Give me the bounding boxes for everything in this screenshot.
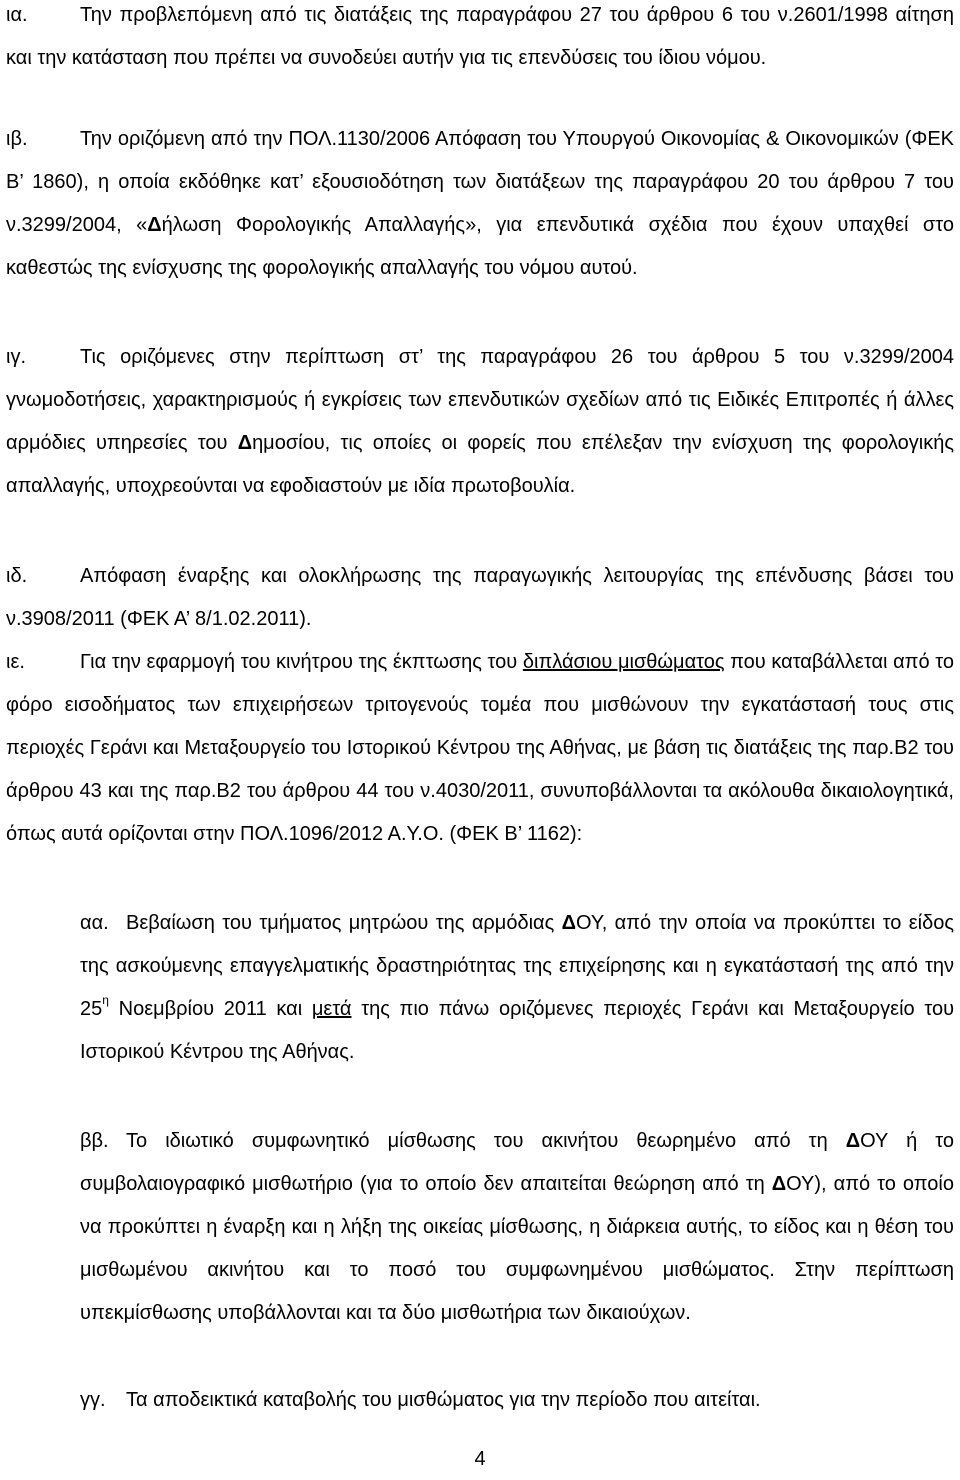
subitem-text-bold: Δ [845, 1130, 861, 1152]
item-text-underline: διπλάσιου μισθώματος [522, 651, 725, 673]
item-text: Για την εφαρμογή του κινήτρου της έκπτωσης του [80, 651, 523, 673]
subitem-label: ββ. [80, 1130, 109, 1152]
item-label: ιβ. [6, 128, 28, 150]
subitem-text: Τα αποδεικτικά καταβολής του μισθώματος για την περίοδο που αιτείται. [126, 1389, 761, 1411]
paragraph-id [6, 555, 954, 641]
item-text: Απόφαση έναρξης και ολοκλήρωσης της παραγωγικής λειτουργίας της επένδυσης βάσει του ν.3908/2011 (ΦΕΚ Α’ 8/1.02.2011). [6, 565, 954, 630]
page-number: 4 [474, 1448, 486, 1470]
subitem-text: ΟΥ), από το οποίο να προκύπτει η έναρξη και η λήξη της οικείας μίσθωσης, η διάρκεια αυτής, το είδος και η θέση του μισθωμένου ακινήτου και το ποσό του συμφωνημένου μισθώματος. Στην περίπτωση υπεκμίσθωσης υποβάλλονται και τα δύο μισθωτήρια των δικαιούχων. [80, 1173, 954, 1324]
item-text: Την προβλεπόμενη από τις διατάξεις της παραγράφου 27 του άρθρου 6 του ν.2601/1998 αίτηση και την κατάσταση που πρέπει να συνοδεύει αυτήν για τις επενδύσεις του ίδιου νόμου. [6, 4, 954, 69]
subitem-text-bold: Δ [561, 912, 577, 934]
paragraph-ia [6, 0, 954, 80]
subitem-text: Βεβαίωση του τμήματος μητρώου της αρμόδιας [126, 912, 562, 934]
paragraph-ie [6, 641, 954, 856]
subitem-text: ΟΥ ή το συμβολαιογραφικό μισθωτήριο (για το οποίο δεν απαιτείται θεώρηση από τη [80, 1130, 954, 1195]
subparagraph-aa [80, 902, 954, 1074]
item-text-bold: Δ [147, 214, 162, 236]
subparagraph-gg [80, 1379, 954, 1422]
subparagraph-bb [80, 1120, 954, 1335]
item-text: Την οριζόμενη από την ΠΟΛ.1130/2006 Απόφαση του Υπουργού Οικονομίας & Οικονομικών (ΦΕΚ Β’ 1860), η οποία εκδόθηκε κατ’ εξουσιοδότηση των διατάξεων της παραγράφου 20 του άρθρου 7 του ν.3299/2004, « [6, 128, 954, 236]
paragraph-ig [6, 336, 954, 508]
subitem-text-underline: μετά [311, 998, 352, 1020]
paragraph-ib [6, 118, 954, 290]
item-label: ιγ. [6, 346, 26, 368]
item-text-bold: Δ [237, 432, 253, 454]
item-label: ιε. [6, 651, 25, 673]
item-label: ιδ. [6, 565, 28, 587]
subitem-label: αα. [80, 912, 109, 934]
subitem-text: της πιο πάνω οριζόμενες περιοχές Γεράνι και Μεταξουργείο του Ιστορικού Κέντρου της Αθήνας. [80, 998, 955, 1063]
superscript: η [102, 993, 109, 1008]
item-text: που καταβάλλεται από το φόρο εισοδήματος των επιχειρήσεων τριτογενούς τομέα που μισθώνουν την εγκατάστασή τους στις περιοχές Γεράνι και Μεταξουργείο του Ιστορικού Κέντρου της Αθήνας, με βάση τις διατάξεις της παρ.Β2 του άρθρου 43 και της παρ.Β2 του άρθρου 44 του ν.4030/2011, συνυποβάλλονται τα ακόλουθα δικαιολογητικά, όπως αυτά ορίζονται στην ΠΟΛ.1096/2012 Α.Υ.Ο. (ΦΕΚ Β’ 1162): [6, 651, 954, 845]
subitem-text-bold: Δ [771, 1173, 787, 1195]
subitem-text: Νοεμβρίου 2011 και [108, 998, 312, 1020]
subitem-label: γγ. [80, 1389, 106, 1411]
item-text: ήλωση Φορολογικής Απαλλαγής», για επενδυτικά σχέδια που έχουν υπαχθεί στο καθεστώς της ενίσχυσης της φορολογικής απαλλαγής του νόμου αυτού. [6, 214, 954, 279]
subitem-text: ΟΥ, από την οποία να προκύπτει το είδος της ασκούμενης επαγγελματικής δραστηριότητας της επιχείρησης και η εγκατάστασή της από την 25 [80, 912, 954, 1020]
item-text: ημοσίου, τις οποίες οι φορείς που επέλεξαν την ενίσχυση της φορολογικής απαλλαγής, υποχρεούνται να εφοδιαστούν με ιδία πρωτοβουλία. [6, 432, 954, 497]
item-label: ια. [6, 4, 28, 26]
subitem-text: Το ιδιωτικό συμφωνητικό μίσθωσης του ακινήτου θεωρημένο από τη [126, 1130, 846, 1152]
item-text: Τις οριζόμενες στην περίπτωση στ’ της παραγράφου 26 του άρθρου 5 του ν.3299/2004 γνωμοδοτήσεις, χαρακτηρισμούς ή εγκρίσεις των επενδυτικών σχεδίων από τις Ειδικές Επιτροπές ή άλλες αρμόδιες υπηρεσίες του [6, 346, 954, 454]
